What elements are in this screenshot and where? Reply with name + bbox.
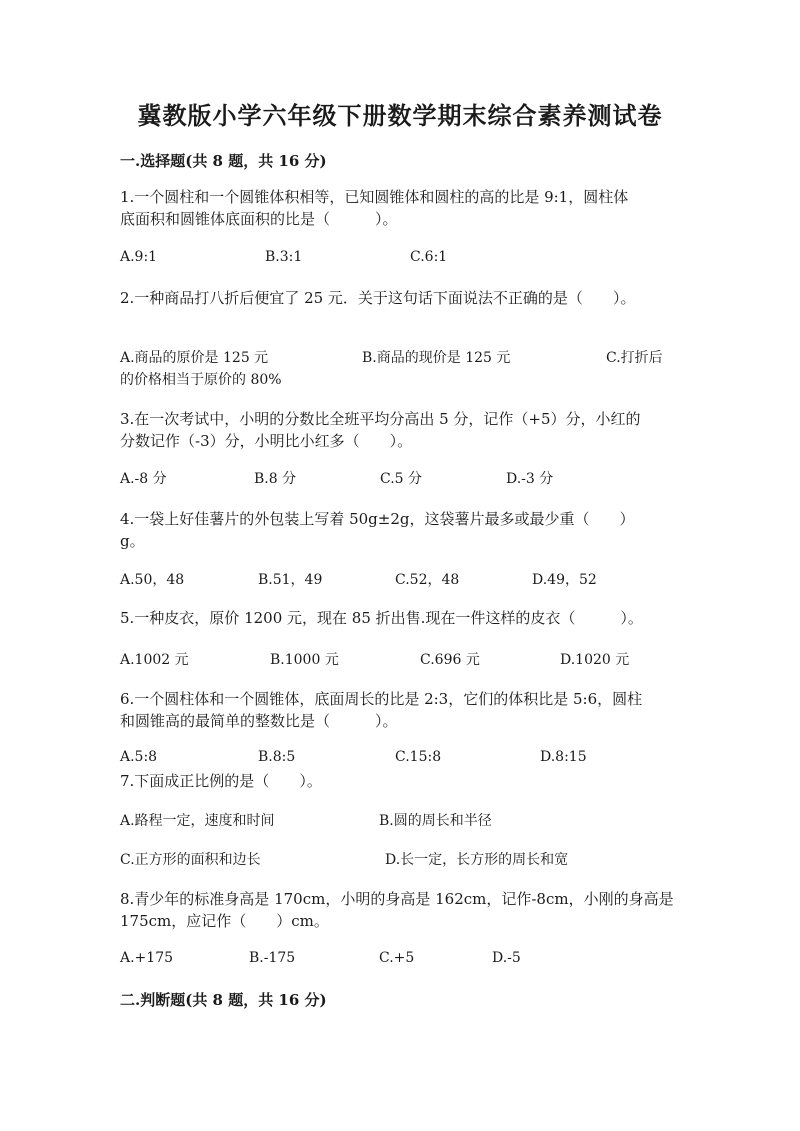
option-c: C.打折后 — [606, 350, 663, 366]
option-c: C.正方形的面积和边长 — [120, 852, 261, 868]
question-stem-line: 1.一个圆柱和一个圆锥体积相等，已知圆锥体和圆柱的高的比是 9:1，圆柱体 — [120, 188, 629, 206]
question-stem-line: g。 — [120, 532, 145, 550]
question-stem-line: 2.一种商品打八折后便宜了 25 元．关于这句话下面说法不正确的是（ ）。 — [120, 289, 636, 307]
question-stem-line: 分数记作（-3）分，小明比小红多（ ）。 — [120, 432, 413, 450]
option-d: D.8:15 — [540, 749, 587, 765]
option-c-continued: 的价格相当于原价的 80% — [120, 372, 282, 388]
option-a: A.路程一定，速度和时间 — [120, 813, 275, 829]
options-6 — [120, 749, 685, 771]
option-a: A.50，48 — [120, 572, 185, 588]
question-1 — [120, 186, 685, 230]
question-7 — [120, 770, 685, 792]
question-3 — [120, 408, 685, 452]
question-5 — [120, 607, 685, 629]
options-7-row-1 — [120, 810, 685, 832]
option-d: D.49，52 — [532, 572, 597, 588]
option-b: B.51，49 — [258, 572, 323, 588]
options-3 — [120, 468, 685, 490]
option-d: D.-5 — [492, 950, 521, 966]
option-a: A.-8 分 — [120, 471, 167, 487]
question-stem-line: 和圆锥高的最简单的整数比是（ ）。 — [120, 712, 398, 730]
options-4 — [120, 569, 685, 591]
option-c: C.696 元 — [420, 652, 480, 668]
question-stem-line: 底面积和圆锥体底面积的比是（ ）。 — [120, 210, 398, 228]
question-4 — [120, 508, 685, 552]
question-stem-line: 4.一袋上好佳薯片的外包装上写着 50g±2g，这袋薯片最多或最少重（ ） — [120, 510, 635, 528]
section-heading-judgement: 二.判断题(共 8 题，共 16 分) — [120, 991, 327, 1009]
option-c: C.+5 — [379, 950, 415, 966]
options-8 — [120, 950, 685, 972]
option-b: B.圆的周长和半径 — [379, 813, 492, 829]
option-b: B.商品的现价是 125 元 — [362, 350, 511, 366]
question-stem-line: 175cm，应记作（ ）cm。 — [120, 912, 329, 930]
options-2 — [120, 347, 685, 391]
option-b: B.8 分 — [254, 471, 297, 487]
question-stem-line: 6.一个圆柱体和一个圆锥体，底面周长的比是 2:3，它们的体积比是 5:6，圆柱 — [120, 690, 643, 708]
section-heading-choice: 一.选择题(共 8 题，共 16 分) — [120, 152, 327, 170]
page-title: 冀教版小学六年级下册数学期末综合素养测试卷 — [137, 101, 663, 130]
option-c: C.5 分 — [380, 471, 423, 487]
option-b: B.-175 — [249, 950, 296, 966]
question-stem-line: 7.下面成正比例的是（ ）。 — [120, 772, 322, 790]
question-2 — [120, 287, 685, 309]
option-a: A.商品的原价是 125 元 — [120, 350, 269, 366]
question-8 — [120, 888, 685, 932]
option-a: A.5:8 — [120, 749, 158, 765]
option-d: D.1020 元 — [560, 652, 630, 668]
option-a: A.9:1 — [120, 249, 158, 265]
option-d: D.长一定，长方形的周长和宽 — [385, 852, 569, 868]
options-5 — [120, 649, 685, 671]
option-a: A.+175 — [120, 950, 174, 966]
question-stem-line: 8.青少年的标准身高是 170cm，小明的身高是 162cm，记作-8cm，小刚的身高是 — [120, 890, 674, 908]
options-1 — [120, 249, 685, 271]
options-7-row-2 — [120, 849, 685, 871]
question-6 — [120, 688, 685, 732]
question-stem-line: 3.在一次考试中，小明的分数比全班平均分高出 5 分，记作（+5）分，小红的 — [120, 410, 641, 428]
option-b: B.8:5 — [258, 749, 296, 765]
option-c: C.6:1 — [410, 249, 448, 265]
option-c: C.15:8 — [395, 749, 442, 765]
option-b: B.3:1 — [265, 249, 303, 265]
option-a: A.1002 元 — [120, 652, 189, 668]
option-b: B.1000 元 — [270, 652, 339, 668]
question-stem-line: 5.一种皮衣，原价 1200 元，现在 85 折出售.现在一件这样的皮衣（ ）。 — [120, 609, 643, 627]
option-c: C.52，48 — [395, 572, 460, 588]
option-d: D.-3 分 — [506, 471, 554, 487]
